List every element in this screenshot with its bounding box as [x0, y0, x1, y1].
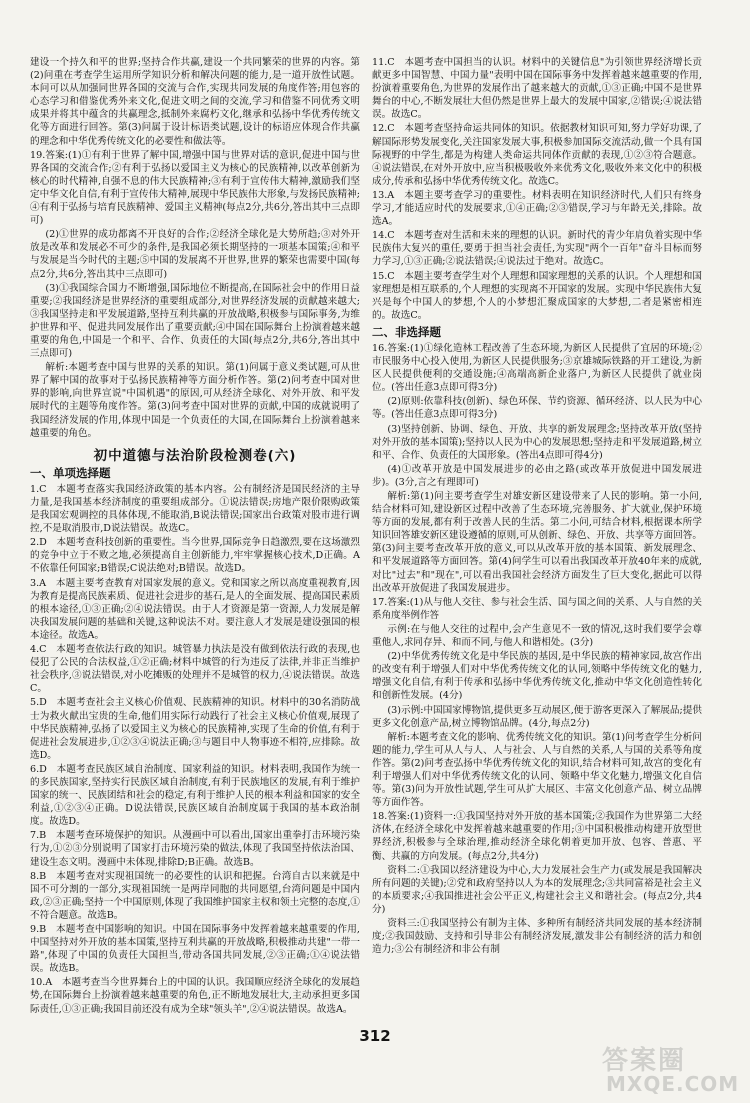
site-watermark: [598, 1040, 738, 1098]
mcq-answer-14: 14.C 本题考查对生活和未来的理想的认识。新时代的青少年肩负着实现中华民族伟大复兴的重任,要勇于担当社会责任,为实现"两个一百年"奋斗目标而努力学习,①③正确;②说法错误;④说法过于绝对。故选C。: [372, 230, 702, 268]
q17-part3: (3)示例:中国国家博物馆,提供更多互动展区,便于游客更深入了解展品;提供更多文化创意产品,树立博物馆品牌。(4分,每点2分): [372, 704, 702, 729]
left-column: [30, 56, 360, 1017]
mcq-answer-1: 1.C 本题考查落实我国经济政策的基本内容。公有制经济是国民经济的主导力量,是我国基本经济制度的重要组成部分。①说法错误;房地产限价限购政策是我国宏观调控的具体体现,不能取消,B说法错误;国家出台政策对股市进行调控,不是取消股市,D说法错误。故选C。: [30, 483, 360, 535]
q18-answer: 18.答案:(1)资料一:①我国坚持对外开放的基本国策;②我国作为世界第二大经济体,在经济全球化中发挥着越来越重要的作用;③中国积极推动构建开放型世界经济,积极参与全球治理,推动经济全球化朝着更加开放、包容、普惠、平衡、共赢的方向发展。(每点2分,共4分): [372, 811, 702, 862]
watermark-logo-text: 答案圈: [602, 1046, 687, 1076]
q17-part2: (2)中华优秀传统文化是中华民族的基因,是中华民族的精神家园,故宫作出的改变有利于增强人们对中华优秀传统文化的认同,领略中华传统文化的魅力,增强文化自信,有利于传承和弘扬中华优秀传统文化,推动中华文化创造性转化和创新性发展。(4分): [372, 651, 702, 702]
q16-answer: 16.答案:(1)①绿化造林工程改善了生态环境,为新区人民提供了宜居的环境;②市民服务中心投入使用,为新区人民提供服务;③京雄城际铁路的开工建设,为新区人民提供便利的交通设施;④高端高新企业落户,为新区人民提供了就业岗位。(答出任意3点即可得3分): [372, 342, 702, 394]
page-number: 312: [359, 1027, 391, 1045]
q16-part2: (2)原则:依靠科技(创新)、绿色环保、节约资源、循环经济、以人民为中心等。(答出任意3点即可得3分): [372, 396, 702, 421]
mcq-answer-6: 6.D 本题考查民族区域自治制度、国家利益的知识。材料表明,我国作为统一的多民族国家,坚持实行民族区域自治制度,有利于民族地区的发展,有利于维护国家的统一、民族团结和社会的稳定,有利于维护人民的根本利益和国家的安全利益,①②③④正确。D说法错误,民族区域自治制度属于我国的基本政治制度。故选D。: [30, 763, 360, 828]
mcq-answer-10: 10.A 本题考查当今世界舞台上的中国的认识。我国顺应经济全球化的发展趋势,在国际舞台上扮演着越来越重要的角色,正不断地发展壮大,主动承担更多国际责任,①③正确;我国目前还没有成为全球"领头羊",②④说法错误。故选A。: [30, 977, 360, 1015]
q19-part2: (2)①世界的成功都离不开良好的合作;②经济全球化是大势所趋;③对外开放是改革和发展必不可少的条件,是我国必须长期坚持的一项基本国策;④和平与发展是当今时代的主题;⑤中国的发展离不开世界,世界的繁荣也需要中国(每点2分,共6分,答出其中三点即可): [30, 229, 360, 280]
q17-answer: 17.答案:(1)从与他人交往、参与社会生活、国与国之间的关系、人与自然的关系角度举例作答: [372, 596, 702, 621]
test-title: 初中道德与法治阶段检测卷(六): [93, 447, 297, 464]
mcq-answer-9: 9.B 本题考查中国影响的知识。中国在国际事务中发挥着越来越重要的作用,中国坚持对外开放的基本国策,坚持互利共赢的开放战略,积极推动共建"一带一路",体现了中国的负责任大国担当,带动各国共同发展,②③正确;①④说法错误。故选B。: [30, 924, 360, 975]
watermark-url: MXQE.COM: [606, 1072, 740, 1096]
mcq-answer-2: 2.D 本题考查科技创新的重要性。当今世界,国际竞争日趋激烈,要在这场激烈的竞争中立于不败之地,必须提高自主创新能力,牢牢掌握核心技术,D正确。A不依靠任何国家;B错误;C说法绝对;B错误。故选D。: [30, 537, 360, 575]
top-paragraph: 建设一个持久和平的世界;坚持合作共赢,建设一个共同繁荣的世界的内容。第(2)问重在考查学生运用所学知识分析和解决问题的能力,是一道开放性试题。本问可以从加强同世界各国的交流与合作,实现共同发展的角度作答;用包容的心态学习和借鉴优秀外来文化,促进文明之间的交流,学习和借鉴不同优秀文明成果并将其中蕴含的共赢理念,抵制外来腐朽文化,继承和弘扬中华优秀传统文化等方面进行回答。第(3)问属于设计标语类试题,设计的标语应体现合作共赢的理念和中华优秀传统文化的必要性和做法等。: [30, 57, 360, 147]
section-heading-mcq: 一、单项选择题: [30, 465, 111, 480]
q18-material3: 资料三:①我国坚持公有制为主体、多种所有制经济共同发展的基本经济制度;②我国鼓励、支持和引导非公有制经济发展,激发非公有制经济的活力和创造力;③公有制经济和非公有制: [372, 918, 702, 956]
right-column: [372, 56, 702, 957]
q19-part3: (3)①我国综合国力不断增强,国际地位不断提高,在国际社会中的作用日益重要;②我国经济是世界经济的重要组成部分,对世界经济发展的贡献越来越大;③我国坚持走和平发展道路,坚持互利共赢的开放战略,积极参与国际事务,为维护世界和平、促进共同发展作出了重要贡献;④中国在国际舞台上扮演着越来越重要的角色,中国是一个和平、合作、负责任的大国(每点2分,共6分,答出其中三点即可): [30, 282, 360, 360]
q17-example: 示例:在与他人交往的过程中,会产生意见不一致的情况,这时我们要学会尊重他人,求同存异、和而不同,与他人和谐相处。(3分): [372, 623, 702, 649]
mcq-answer-8: 8.B 本题考查对实现祖国统一的必要性的认识和把握。台湾自古以来就是中国不可分割的一部分,实现祖国统一是两岸同胞的共同愿望,台湾问题是中国内政,②③正确;坚持一个中国原则,体现了我国维护国家主权和领土完整的态度,①不符合题意。故选B。: [30, 870, 360, 921]
q18-material2: 资料二:①我国以经济建设为中心,大力发展社会生产力(或发展是我国解决所有问题的关键);②党和政府坚持以人为本的发展理念;③共同富裕是社会主义的本质要求;④我国推进社会公平正义,构建社会主义和谐社会。(每点2分,共4分): [372, 864, 702, 915]
mcq-answer-12: 12.C 本题考查坚持命运共同体的知识。依据教材知识可知,努力学好功课,了解国际形势发展变化,关注国家发展大事,积极参加国际交流活动,做一个具有国际视野的中学生,都是为构建人类命运共同体作贡献的表现,①②③符合题意。④说法错误,在对外开放中,应当积极吸收外来优秀文化,吸收外来文化中的积极成分,传承和弘扬中华优秀传统文化。故选C。: [372, 123, 702, 187]
q19-analysis: 解析:本题考查中国与世界的关系的知识。第(1)问属于意义类试题,可从世界了解中国的故事对于弘扬民族精神等方面分析作答。第(2)问考查中国对世界的影响,向世界宣说"中国机遇"的原因,可从经济全球化、对外开放、和平发展时代的主题等角度作答。第(3)问考查中国对世界的贡献,中国的成就说明了我国经济发展的作用,体现中国是一个负责任的大国,在国际舞台上扮演着越来越重要的角色。: [30, 362, 360, 439]
mcq-answer-3: 3.A 本题主要考查教育对国家发展的意义。党和国家之所以高度重视教育,因为教育是提高民族素质、促进社会进步的基石,是人的全面发展、提高国民素质的根本途径,①③正确;②④说法错误。由于人才资源是第一资源,人力发展是解决我国发展问题的基础和关键,这种说法不对。要注意人才发展是建设强国的根本途径。故选A。: [30, 577, 360, 641]
mcq-answer-5: 5.D 本题考查社会主义核心价值观、民族精神的知识。材料中的30名消防战士为救火献出宝贵的生命,他们用实际行动践行了社会主义核心价值观,展现了中华民族精神,弘扬了以爱国主义为核心的民族精神,实现了生命的价值,有利于促进社会发展进步,①②③④说法正确;③与题目中人物事迹不相符,应排除。故选D。: [30, 697, 360, 761]
section-heading-open: 二、非选择题: [372, 324, 441, 339]
q16-part3: (3)坚持创新、协调、绿色、开放、共享的新发展理念;坚持改革开放(坚持对外开放的基本国策);坚持以人民为中心的发展思想;坚持走和平发展道路,树立和平、合作、负责任的大国形象。(答出4点即可得4分): [372, 423, 702, 461]
mcq-answer-15: 15.C 本题主要考查学生对个人理想和国家理想的关系的认识。个人理想和国家理想是相互联系的,个人理想的实现离不开国家的发展。实现中华民族伟大复兴是每个中国人的梦想,个人的小梦想汇聚成国家的大梦想,二者是紧密相连的。故选C。: [372, 270, 702, 321]
q16-part4: (4)①改革开放是中国发展进步的必由之路(或改革开放促进中国发展进步)。(3分,言之有理即可): [372, 463, 702, 488]
mcq-answer-11: 11.C 本题考查中国担当的认识。材料中的关键信息"为引领世界经济增长贡献更多中国智慧、中国力量"表明中国在国际事务中发挥着越来越重要的作用,扮演着重要角色,为世界的发展作出了越来越大的贡献,①③正确;中国不是世界舞台的中心,不断发展壮大但仍然是世界上最大的发展中国家,②错误;④说法错误。故选C。: [372, 57, 702, 121]
mcq-answer-7: 7.B 本题考查环境保护的知识。从漫画中可以看出,国家出重拳打击环境污染行为,①②③分别说明了国家打击环境污染的做法,体现了我国坚持依法治国、建设生态文明。漫画中未体现,排除D;B正确。故选B。: [30, 830, 360, 868]
q16-analysis: 解析:第(1)问主要考查学生对雄安新区建设带来了人民的影响。第一小问,结合材料可知,建设新区过程中改善了生态环境,完善服务、扩大就业,保护环境等方面的发展,都有利于改善人民的生活。第二小问,可结合材料,根据课本所学知识回答雄安新区建设遵循的原则,可从创新、绿色、开放、共享等方面回答。第(3)问主要考查改革开放的意义,可以从改革开放的基本国策、新发展理念、和平发展道路等方面回答。第(4)问学生可以看出我国改革开放40年来的成就,对比"过去"和"现在",可以看出我国社会经济方面发生了巨大变化,据此可以得出改革开放促进了我国发展进步。: [372, 491, 702, 594]
mcq-answer-4: 4.C 本题考查依法行政的知识。城管暴力执法是没有做到依法行政的表现,也侵犯了公民的合法权益,①②正确;材料中城管的行为违反了法律,并非正当维护社会秩序,③说法错误,对小吃摊贩的处理并不是城管的权力,④说法错误。故选C。: [30, 644, 360, 695]
q19-answer: 19.答案:(1)①有利于世界了解中国,增强中国与世界对话的意识,促进中国与世界各国的交流合作;②有利于弘扬以爱国主义为核心的民族精神,以改革创新为核心的时代精神,自强不息的伟大民族精神;③有利于宣传伟大精神,激励我们坚定中华文化自信,有利于宣传伟大精神,展现中华民族伟大形象,与发扬民族精神;④有利于弘扬与培育民族精神、爱国主义精神(每点2分,共6分,答出其中三点即可): [30, 149, 360, 227]
mcq-answer-13: 13.A 本题主要考查学习的重要性。材料表明在知识经济时代,人们只有终身学习,才能适应时代的发展要求,①④正确;②③错误,学习与年龄无关,排除。故选A。: [372, 189, 702, 228]
q17-analysis: 解析:本题考查文化的影响、优秀传统文化的知识。第(1)问考查学生分析问题的能力,学生可从人与人、人与社会、人与自然的关系,人与国的关系等角度作答。第(2)问考查弘扬中华优秀传统文化的知识,结合材料可知,故宫的变化有利于增强人们对中华优秀传统文化的认同、领略中华文化魅力,增强文化自信等。第(3)问为开放性试题,学生可从扩大展区、丰富文化创意产品、树立品牌等方面作答。: [372, 731, 702, 809]
